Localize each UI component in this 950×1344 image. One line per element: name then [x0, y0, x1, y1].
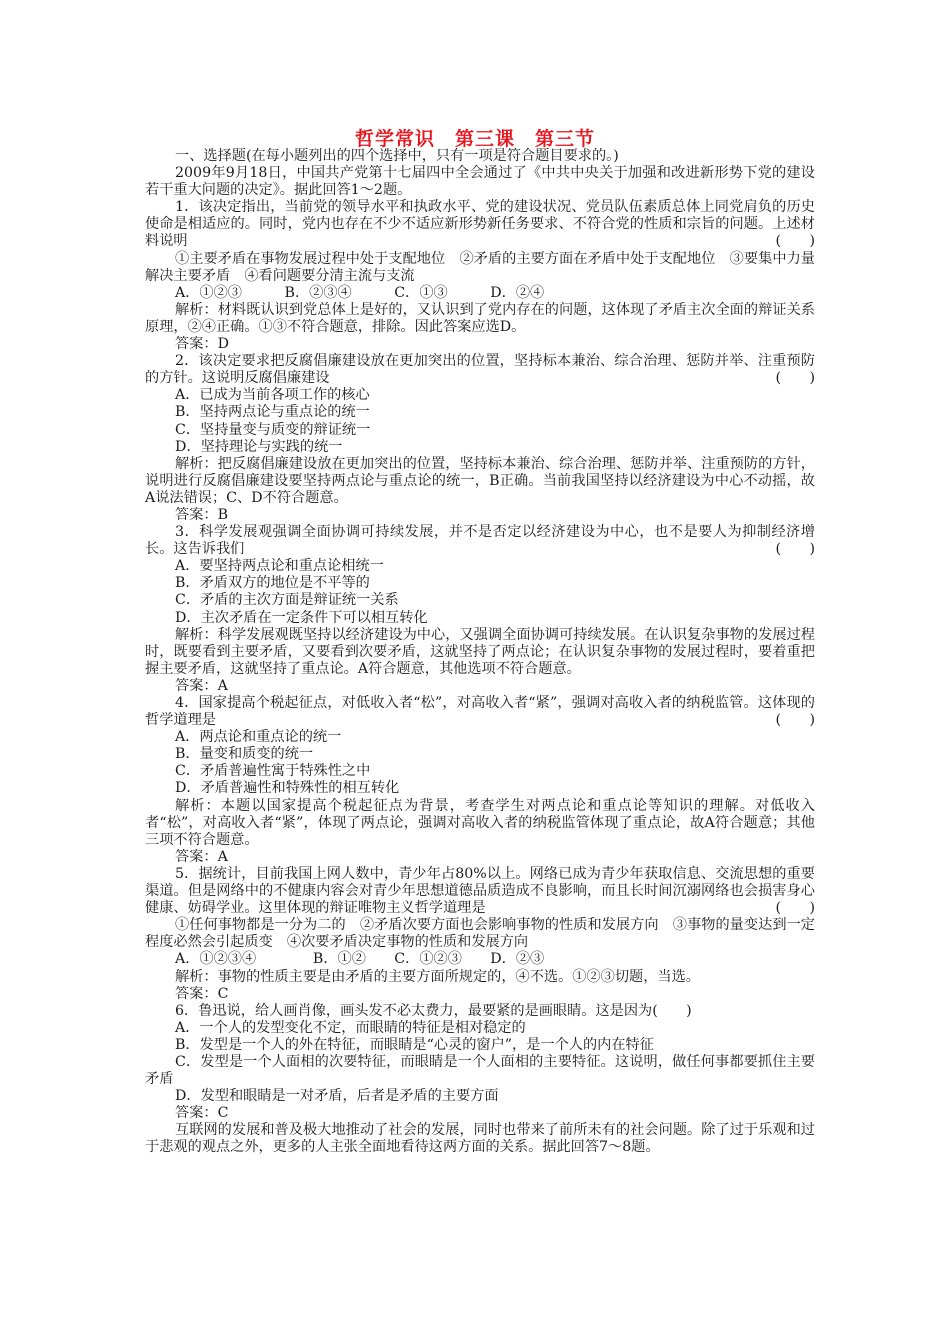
question-3-option-b: B．矛盾双方的地位是不平等的: [175, 575, 370, 592]
question-2-option-a: A．已成为当前各项工作的核心: [175, 387, 370, 404]
question-5-text: 5．据统计，目前我国上网人数中，青少年占80%以上。网络已成为青少年获取信息、交流思想的重要渠道。但是网络中的不健康内容会对青少年思想道德品质造成不良影响，而且长时间沉溺网络也会损害身心健康、妨碍学业。这里体现的辩证唯物主义哲学道理是: [145, 865, 815, 917]
question-4-option-a: A．两点论和重点论的统一: [175, 729, 342, 746]
question-2-text: 2．该决定要求把反腐倡廉建设放在更加突出的位置，坚持标本兼治、综合治理、惩防并举、注重预防的方针。这说明反腐倡廉建设: [145, 353, 815, 387]
question-5-answer: 答案：C: [175, 985, 229, 1002]
question-5-statements: ①任何事物都是一分为二的 ②矛盾次要方面也会影响事物的性质和发展方向 ③事物的量变达到一定程度必然会引起质变 ④次要矛盾决定事物的性质和发展方向: [145, 917, 815, 951]
section-heading: 一、选择题(在每小题列出的四个选择中，只有一项是符合题目要求的。): [175, 148, 619, 164]
question-2-analysis: 解析：把反腐倡廉建设放在更加突出的位置，坚持标本兼治、综合治理、惩防并举、注重预防的方针，说明进行反腐倡廉建设要坚持两点论与重点论的统一，B正确。当前我国坚持以经济建设为中心不动摇，故A说法错误；C、D不符合题意。: [145, 455, 815, 506]
question-4-stem: [145, 695, 815, 729]
answer-paren: ( ): [652, 1002, 692, 1019]
question-5-options: A．①②③④ B．①② C．①②③ D．②③: [175, 951, 545, 968]
intro-passage-2: 互联网的发展和普及极大地推动了社会的发展，同时也带来了前所未有的社会问题。除了过于乐观和过于悲观的观点之外，更多的人主张全面地看待这两方面的关系。据此回答7～8题。: [145, 1122, 815, 1156]
question-1-text: 1．该决定指出，当前党的领导水平和执政水平、党的建设状况、党员队伍素质总体上同党肩负的历史使命是相适应的。同时，党内也存在不少不适应新形势新任务要求、不符合党的性质和宗旨的问题。上述材料说明: [145, 199, 815, 250]
document-body: [145, 148, 815, 1157]
question-3-text: 3．科学发展观强调全面协调可持续发展，并不是否定以经济建设为中心，也不是要人为抑制经济增长。这告诉我们: [145, 524, 815, 558]
question-3-answer: 答案：A: [175, 677, 228, 694]
question-2-stem: [145, 353, 815, 387]
question-2-option-b: B．坚持两点论与重点论的统一: [175, 404, 370, 421]
question-4-answer: 答案：A: [175, 848, 228, 865]
question-4-analysis: 解析：本题以国家提高个税起征点为背景，考查学生对两点论和重点论等知识的理解。对低收入者“松”，对高收入者“紧”，体现了两点论，强调对高收入者的纳税监管体现了重点论，故A符合题意；其他三项不符合题意。: [145, 797, 815, 848]
question-3-option-d: D．主次矛盾在一定条件下可以相互转化: [175, 609, 428, 626]
question-1-answer: 答案：D: [175, 336, 229, 353]
answer-paren: ( ): [775, 712, 815, 729]
question-4-option-c: C．矛盾普遍性寓于特殊性之中: [175, 763, 371, 780]
question-6-option-d: D．发型和眼睛是一对矛盾，后者是矛盾的主要方面: [175, 1088, 499, 1105]
question-1-stem: [145, 199, 815, 250]
question-6-answer: 答案：C: [175, 1105, 229, 1122]
question-5-stem: [145, 866, 815, 917]
question-1-options: A．①②③ B．②③④ C．①③ D．②④: [175, 284, 545, 301]
answer-paren: ( ): [775, 233, 815, 250]
question-4-option-d: D．矛盾普遍性和特殊性的相互转化: [175, 780, 400, 797]
question-2-option-c: C．坚持量变与质变的辩证统一: [175, 421, 371, 438]
question-6-option-b: B．发型是一个人的外在特征，而眼睛是“心灵的窗户”，是一个人的内在特征: [175, 1036, 654, 1053]
question-4-option-b: B．量变和质变的统一: [175, 746, 314, 763]
question-2-answer: 答案：B: [175, 506, 228, 523]
question-4-text: 4．国家提高个税起征点，对低收入者“松”，对高收入者“紧”，强调对高收入者的纳税监管。这体现的哲学道理是: [145, 695, 815, 729]
question-6-option-a: A．一个人的发型变化不定，而眼睛的特征是相对稳定的: [175, 1019, 526, 1036]
page-title: 哲学常识 第三课 第三节: [354, 128, 595, 150]
question-6-option-c: C．发型是一个人面相的次要特征，而眼睛是一个人面相的主要特征。这说明，做任何事都要抓住主要矛盾: [145, 1053, 815, 1088]
question-3-option-c: C．矛盾的主次方面是辩证统一关系: [175, 592, 399, 609]
question-5-analysis: 解析：事物的性质主要是由矛盾的主要方面所规定的，④不选。①②③切题，当选。: [175, 968, 700, 985]
question-3-stem: [145, 524, 815, 558]
question-1-statements: ①主要矛盾在事物发展过程中处于支配地位 ②矛盾的主要方面在矛盾中处于支配地位 ③要集中力量解决主要矛盾 ④看问题要分清主流与支流: [145, 250, 815, 284]
answer-paren: ( ): [775, 541, 815, 558]
question-3-option-a: A．要坚持两点论和重点论相统一: [175, 558, 384, 575]
answer-paren: ( ): [775, 370, 815, 387]
question-3-analysis: 解析：科学发展观既坚持以经济建设为中心，又强调全面协调可持续发展。在认识复杂事物的发展过程时，既要看到主要矛盾，又要看到次要矛盾，这就坚持了两点论；在认识复杂事物的发展过程时，要着重把握主要矛盾，这就坚持了重点论。A符合题意，其他选项不符合题意。: [145, 626, 815, 677]
question-2-option-d: D．坚持理论与实践的统一: [175, 438, 343, 455]
question-6-stem: [145, 1003, 815, 1020]
question-1-analysis: 解析：材料既认识到党总体上是好的，又认识到了党内存在的问题，这体现了矛盾主次全面的辩证关系原理，②④正确。①③不符合题意，排除。因此答案应选D。: [145, 301, 815, 335]
question-6-text: 6．鲁迅说，给人画肖像，画头发不必太费力，最要紧的是画眼睛。这是因为: [175, 1002, 653, 1019]
answer-paren: ( ): [775, 900, 815, 917]
intro-passage-1: 2009年9月18日，中国共产党第十七届四中全会通过了《中共中央关于加强和改进新形势下党的建设若干重大问题的决定》。据此回答1～2题。: [145, 165, 815, 199]
